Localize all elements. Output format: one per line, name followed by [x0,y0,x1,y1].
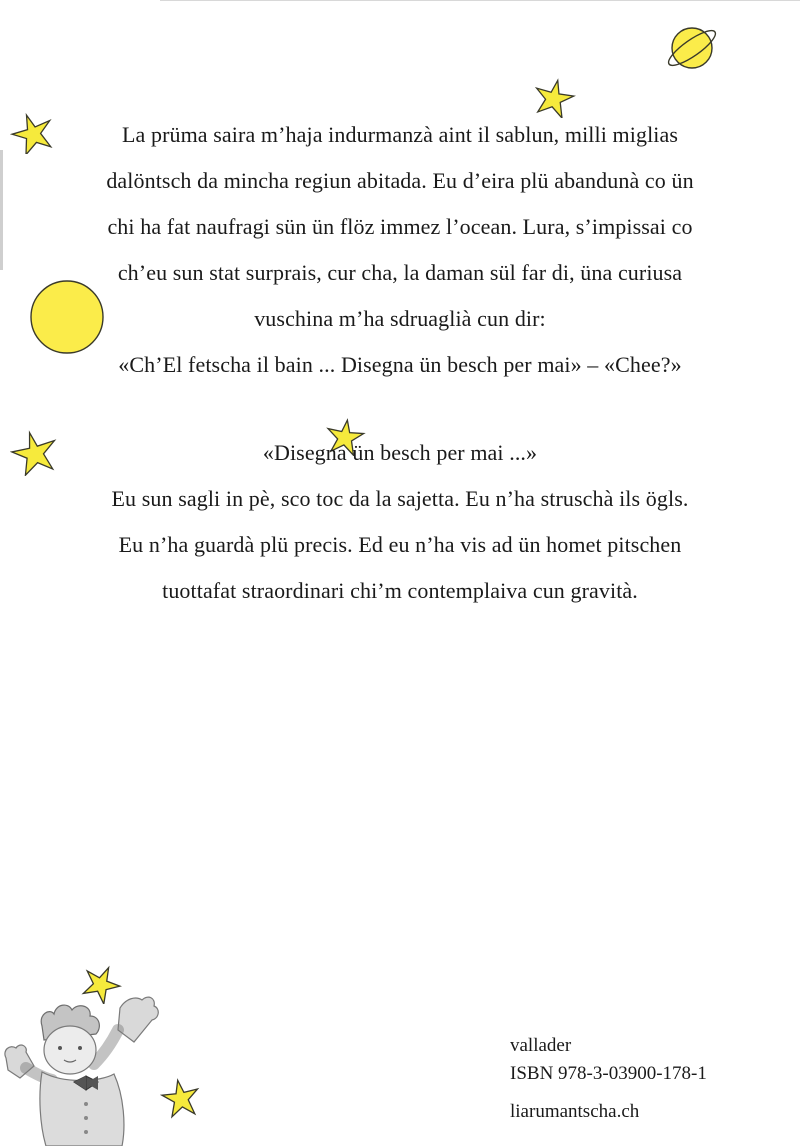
text-line: vuschina m’ha sdruaglià cun dir: [254,306,546,331]
top-edge-rule [160,0,800,1]
little-prince-illustration [2,986,172,1146]
story-text [60,112,740,614]
language-label: vallader [510,1035,572,1056]
quote-line: «Disegna ün besch per mai ...» [262,440,538,465]
text-line: dalöntsch da mincha regiun abitada. Eu d’eira plü abandunà co ün [106,168,694,193]
star-icon [10,112,56,154]
left-edge-shadow [0,150,3,270]
text-line: Eu n’ha guardà plü precis. Ed eu n’ha vis ad ün homet pitschen [118,532,682,557]
text-line: tuottafat straordinari chi’m contemplaiva cun gravità. [162,578,638,603]
imprint [510,1032,707,1126]
text-line: «Ch’El fetscha il bain ... Disegna ün besch per mai» – «Chee?» [118,352,682,377]
star-icon [10,430,60,476]
text-line: chi ha fat naufragi sün ün flöz immez l’ocean. Lura, s’impissai co [107,214,693,239]
text-line: Eu sun sagli in pè, sco toc da la sajetta. Eu n’ha struschà ils ögls. [111,486,689,511]
spacer [60,388,740,430]
planet-icon [662,18,722,74]
text-line: La prüma saira m’haja indurmanzà aint il sablun, milli miglias [121,122,679,147]
website-link[interactable]: liarumantscha.ch [510,1101,640,1122]
isbn: ISBN 978-3-03900-178-1 [510,1063,707,1084]
text-line: ch’eu sun stat surprais, cur cha, la daman sül far di, üna curiusa [117,260,683,285]
